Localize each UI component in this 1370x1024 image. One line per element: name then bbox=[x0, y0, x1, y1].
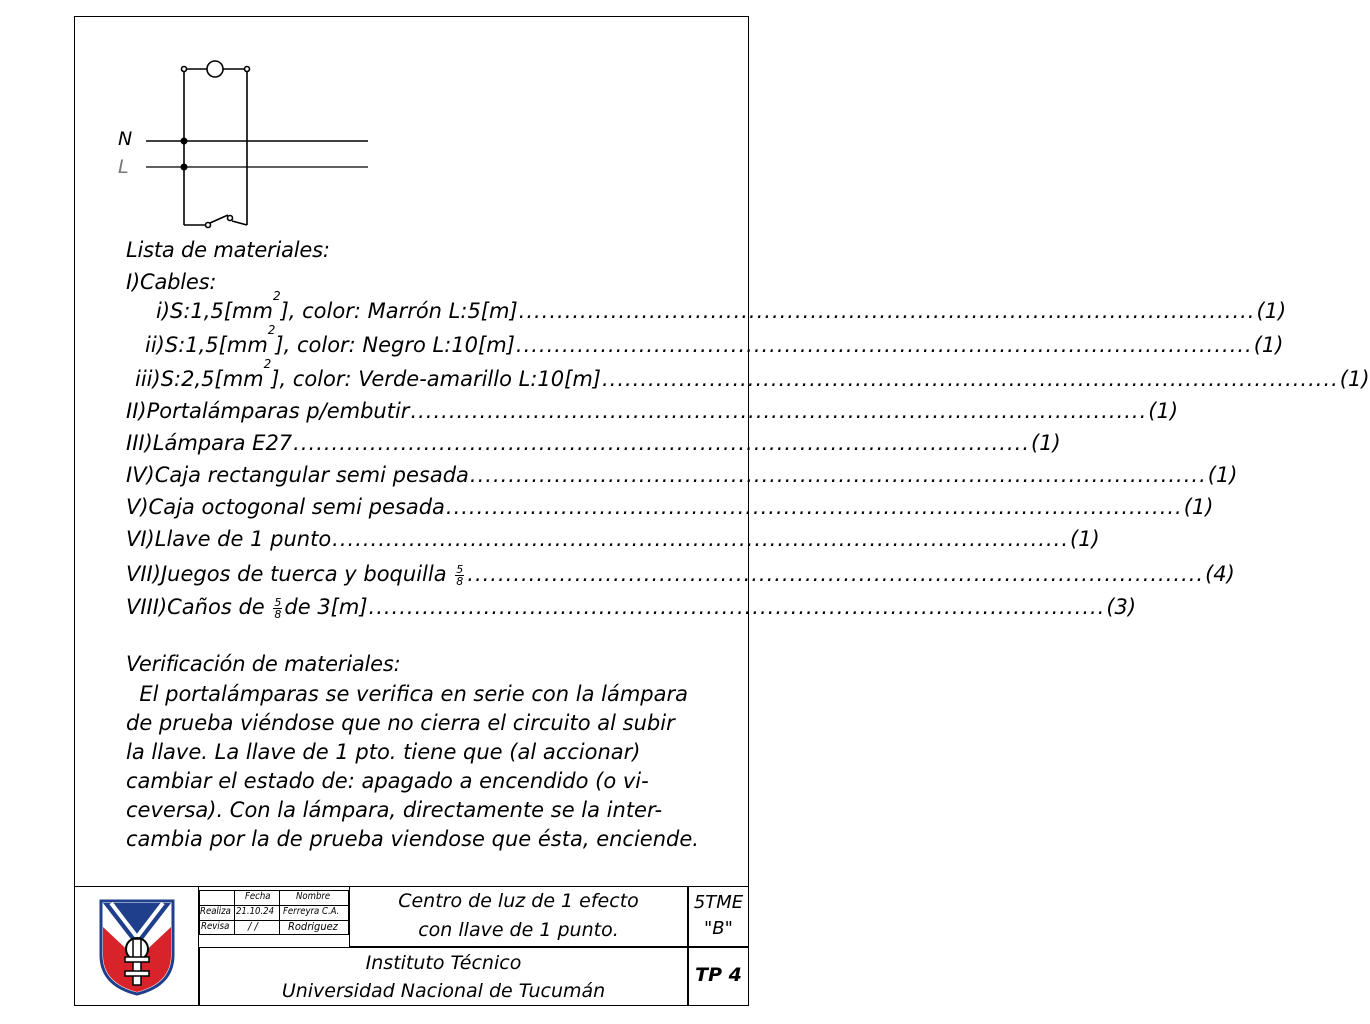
material-item: V)Caja octogonal semi pesada ................................................................................................ (1) bbox=[126, 495, 1214, 519]
realiza-nombre: Ferreyra C.A. bbox=[283, 906, 340, 917]
material-item-viii: VIII)Caños de $\frac{5}{8}$ de 3[m] ................................................................................................ (3) bbox=[126, 595, 1137, 621]
drawing-title-line2: con llave de 1 punto. bbox=[418, 919, 619, 941]
verification-text: El portalámparas se verifica en serie con la lámpara de prueba viéndose que no cierra el circuito al subir la llave. La llave de 1 pto. tiene que (al accionar) cambiar el estado de: apagado a encendido (o vi- ceversa). Con la lámpara, directamente se la inter- cambia por la de prueba viendose que ésta, enciende. bbox=[126, 682, 699, 851]
fecha-label: Fecha bbox=[245, 891, 271, 902]
fraction: $\frac{5}{8}$ bbox=[274, 595, 282, 621]
institute-shield-logo bbox=[97, 897, 177, 997]
university-name: Universidad Nacional de Tucumán bbox=[281, 980, 606, 1002]
material-item-vii: VII)Juegos de tuerca y boquilla $\frac{5}{8}$ ................................................................................................ (4) bbox=[126, 562, 1235, 588]
course-division: "B" bbox=[704, 918, 733, 939]
material-qty: (1) bbox=[1253, 333, 1284, 357]
revisa-fecha: / / bbox=[248, 920, 258, 933]
material-item: III)Lámpara E27 ................................................................................................ (1) bbox=[126, 431, 1061, 455]
cables-heading: I)Cables: bbox=[126, 270, 217, 294]
revisa-label: Revisa bbox=[201, 921, 230, 932]
material-cable-3: $iii)S:2,5[mm^2]$, color: Verde-amarillo L:10[m] ................................................................................................ (1) bbox=[135, 357, 1370, 391]
wiring-diagram bbox=[100, 55, 390, 240]
neutral-label: N bbox=[118, 128, 133, 150]
realiza-label: Realiza bbox=[200, 906, 231, 917]
material-cable-1: $i)S:1,5[mm^2]$, color: Marrón L:5[m] ................................................................................................ (1) bbox=[156, 289, 1287, 323]
institute-name: Instituto Técnico bbox=[365, 952, 522, 974]
course-code: 5TME bbox=[693, 892, 744, 913]
material-item: IV)Caja rectangular semi pesada ................................................................................................ (1) bbox=[126, 463, 1238, 487]
revisa-nombre: Rodriguez bbox=[288, 920, 338, 933]
material-qty: (1) bbox=[1256, 299, 1287, 323]
material-cable-2: $ii)S:1,5[mm^2]$, color: Negro L:10[m] ................................................................................................ (1) bbox=[145, 323, 1284, 357]
material-item: II)Portalámparas p/embutir ................................................................................................ (1) bbox=[126, 399, 1179, 423]
tp-number: TP 4 bbox=[695, 964, 742, 986]
switch-symbol bbox=[210, 215, 228, 223]
materials-heading: Lista de materiales: bbox=[126, 238, 330, 262]
lamp-symbol bbox=[207, 61, 223, 77]
material-qty: (1) bbox=[1339, 367, 1370, 391]
drawing-title-line1: Centro de luz de 1 efecto bbox=[398, 890, 639, 912]
realiza-fecha: 21.10.24 bbox=[236, 906, 275, 917]
nombre-label: Nombre bbox=[296, 891, 331, 902]
verification-heading: Verificación de materiales: bbox=[126, 652, 401, 676]
line-label: L bbox=[118, 156, 129, 178]
fraction: $\frac{5}{8}$ bbox=[456, 562, 464, 588]
material-item: VI)Llave de 1 punto ................................................................................................ (1) bbox=[126, 527, 1100, 551]
